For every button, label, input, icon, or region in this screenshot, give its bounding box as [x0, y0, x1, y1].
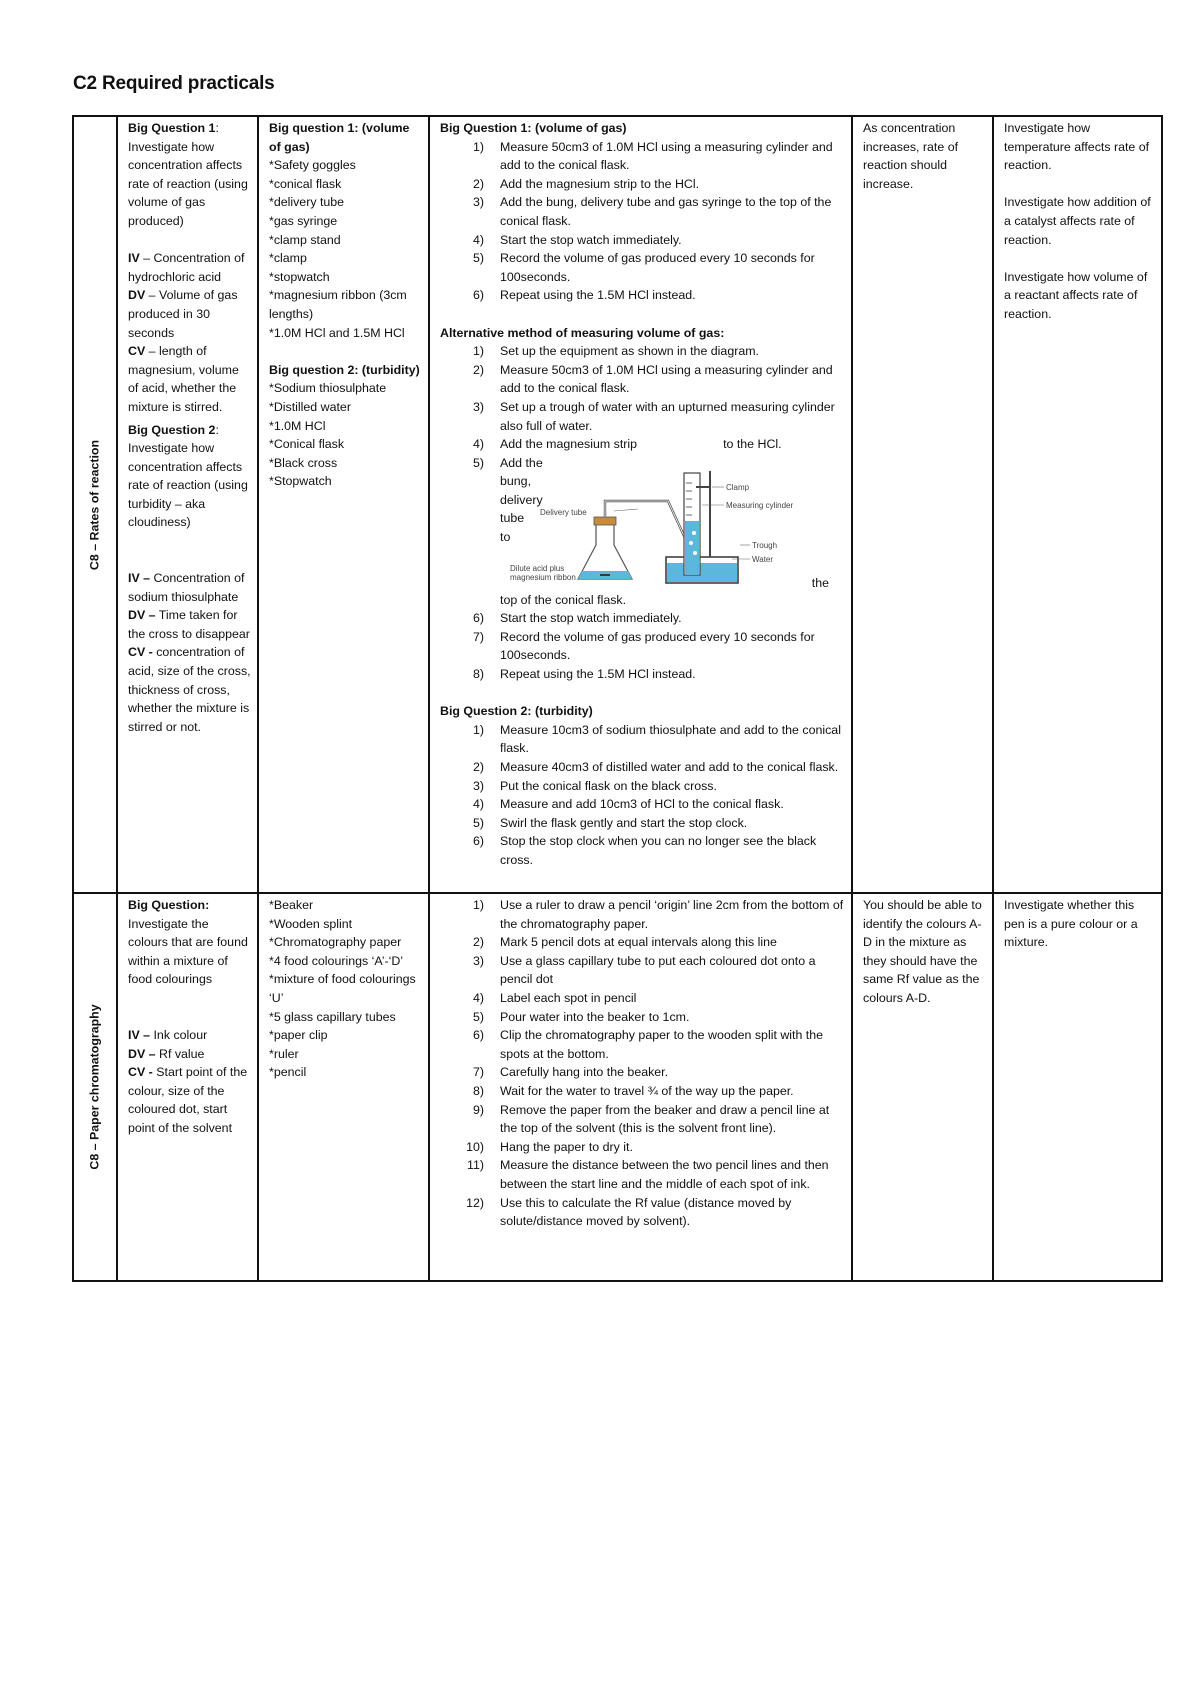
method-step	[440, 795, 845, 814]
step-number: 12)	[466, 1195, 484, 1210]
dv-label: DV –	[128, 1046, 156, 1061]
row-side-label: C8 – Paper chromatography	[87, 1004, 102, 1170]
step-text: Record the volume of gas produced every 10 seconds for 100seconds.	[500, 251, 815, 284]
hypothesis-cell	[852, 893, 993, 1281]
hypothesis-text: As concentration increases, rate of reaction should increase.	[863, 121, 959, 191]
method-step	[440, 454, 845, 610]
step-text: Start the stop watch immediately.	[500, 611, 682, 626]
step-number: 11)	[467, 1158, 484, 1173]
dv-line	[128, 286, 251, 342]
method-steps-2	[440, 721, 845, 870]
step-text: Set up a trough of water with an upturned measuring cylinder also full of water.	[500, 399, 835, 433]
hypothesis-text: You should be able to identify the colours A-D in the mixture as they should have the same Rf value as the colours A-D.	[863, 898, 982, 1005]
big-question-1-text: Investigate how concentration affects rate of reaction (using volume of gas produced)	[128, 139, 248, 228]
step-text: Repeat using the 1.5M HCl instead.	[500, 288, 696, 303]
step-text: Swirl the flask gently and start the stop clock.	[500, 815, 748, 830]
cv2-line	[128, 643, 251, 736]
method-step	[440, 832, 845, 869]
diagram-label-water: Water	[752, 554, 774, 564]
step-number: 5)	[472, 1009, 484, 1024]
step-word: the	[811, 575, 829, 590]
step-number: 5)	[472, 455, 484, 470]
equipment-item: *5 glass capillary tubes	[269, 1009, 396, 1024]
step-text: Record the volume of gas produced every 10 seconds for 100seconds.	[500, 629, 815, 663]
step-text: Mark 5 pencil dots at equal intervals along this line	[500, 935, 777, 950]
cv2-label: CV -	[128, 645, 153, 660]
equipment-item: *Black cross	[269, 455, 338, 470]
method-step	[440, 1194, 845, 1231]
row-side-label-cell	[73, 116, 117, 893]
method-step	[440, 896, 845, 933]
equipment-item: *1.0M HCl and 1.5M HCl	[269, 325, 405, 340]
method-step	[440, 1026, 845, 1063]
dv2-label: DV –	[128, 608, 156, 623]
dv2-text: Time taken for the cross to disappear	[128, 608, 250, 641]
colon: :	[215, 422, 219, 437]
step-number: 4)	[472, 990, 484, 1005]
step-word: tube	[500, 511, 525, 526]
method-step	[440, 1138, 845, 1157]
step-number: 3)	[472, 399, 484, 414]
step-text: Use a glass capillary tube to put each coloured dot onto a pencil dot	[500, 953, 816, 987]
cv-text: – length of magnesium, volume of acid, whether the mixture is stirred.	[128, 344, 239, 414]
equipment-item: *Distilled water	[269, 399, 351, 414]
step-text: Clip the chromatography paper to the wooden split with the spots at the bottom.	[500, 1028, 824, 1061]
method-step	[440, 952, 845, 989]
method-step	[440, 361, 845, 398]
step-number: 1)	[472, 722, 484, 737]
step-number: 3)	[472, 778, 484, 793]
equipment-item: *Beaker	[269, 898, 314, 912]
alt-method-steps	[440, 342, 845, 684]
alt-method-heading: Alternative method of measuring volume of gas:	[440, 325, 725, 340]
method-step	[440, 933, 845, 952]
method-step	[440, 814, 845, 833]
equipment-item: *mixture of food colourings ‘U’	[269, 972, 416, 1005]
row-side-label: C8 – Rates of reaction	[87, 439, 102, 570]
colon: :	[215, 121, 219, 135]
method-step	[440, 989, 845, 1008]
step-text: Add the magnesium strip to the HCl.	[500, 176, 700, 191]
equipment-item: *Chromatography paper	[269, 935, 402, 950]
method-steps	[440, 896, 845, 1231]
equipment-heading-2: Big question 2: (turbidity)	[269, 362, 420, 377]
method-step	[440, 435, 845, 454]
equipment-item: *Conical flask	[269, 437, 345, 452]
step-word: to	[500, 530, 511, 545]
step-text: Start the stop watch immediately.	[500, 232, 682, 247]
conical-flask-icon	[578, 517, 632, 579]
method-cell	[429, 116, 852, 893]
equipment-item: *pencil	[269, 1065, 307, 1080]
extension-item: Investigate how temperature affects rate of reaction.	[1004, 121, 1150, 173]
step-text	[500, 435, 845, 454]
step-text: Pour water into the beaker to 1cm.	[500, 1009, 690, 1024]
iv-line	[128, 249, 251, 286]
step-number: 1)	[472, 139, 484, 154]
dv2-line	[128, 606, 251, 643]
extension-item: Investigate whether this pen is a pure colour or a mixture.	[1004, 898, 1138, 950]
step-number: 8)	[472, 667, 484, 682]
cv-label: CV -	[128, 1065, 153, 1080]
table-row	[73, 116, 1162, 893]
step-number: 1)	[472, 898, 484, 912]
step-number: 6)	[472, 611, 484, 626]
step-text: Measure the distance between the two pencil lines and then between the start line and the middle of each spot of ink.	[500, 1158, 829, 1191]
equipment-cell	[258, 893, 429, 1281]
equipment-item: *magnesium ribbon (3cm lengths)	[269, 288, 407, 321]
step-number: 2)	[472, 935, 484, 950]
dv-text: Rf value	[155, 1046, 205, 1061]
method-step	[440, 609, 845, 628]
colon: :	[205, 898, 210, 912]
step-number: 3)	[472, 953, 484, 968]
equipment-item: *stopwatch	[269, 269, 330, 284]
trough-icon	[666, 557, 738, 583]
method-step	[440, 342, 845, 361]
method-step	[440, 1082, 845, 1101]
cv-text: Start point of the colour, size of the coloured dot, start point of the solvent	[128, 1065, 248, 1135]
method-step	[440, 193, 845, 230]
equipment-item: *clamp stand	[269, 232, 341, 247]
method-cell	[429, 893, 852, 1281]
big-question-1-title: Big Question 1	[128, 121, 216, 135]
step-text: Measure 40cm3 of distilled water and add to the conical flask.	[500, 760, 839, 774]
iv-text: – Concentration of hydrochloric acid	[128, 251, 245, 284]
method-step	[440, 286, 845, 305]
step-number: 4)	[472, 437, 484, 452]
method-steps-1	[440, 138, 845, 305]
step-text-end: top of the conical flask.	[500, 592, 627, 607]
big-question-text: Investigate the colours that are found within a mixture of food colourings	[128, 916, 248, 987]
step-text: Carefully hang into the beaker.	[500, 1065, 669, 1080]
step-text: Add the bung, delivery tube and gas syringe to the top of the conical flask.	[500, 195, 832, 228]
step-number: 1)	[472, 344, 484, 359]
method-step	[440, 1008, 845, 1027]
equipment-item: *gas syringe	[269, 213, 338, 228]
row-side-label-cell	[73, 893, 117, 1281]
equipment-item: *Wooden splint	[269, 916, 353, 931]
step-word: Add the bung,	[500, 455, 543, 489]
equipment-item: *delivery tube	[269, 195, 345, 210]
equipment-item: *Safety goggles	[269, 158, 356, 173]
step-number: 2)	[472, 176, 484, 191]
step-text: Stop the stop clock when you can no longer see the black cross.	[500, 834, 817, 867]
method-heading-2: Big Question 2: (turbidity)	[440, 704, 593, 719]
method-step	[440, 249, 845, 286]
step-text: Measure 50cm3 of 1.0M HCl using a measuring cylinder and add to the conical flask.	[500, 362, 833, 396]
hypothesis-cell	[852, 116, 993, 893]
step-text: Use this to calculate the Rf value (distance moved by solute/distance moved by solvent).	[500, 1195, 792, 1229]
extension-cell	[993, 893, 1162, 1281]
extension-item: Investigate how addition of a catalyst affects rate of reaction.	[1004, 195, 1151, 247]
diagram-label-clamp: Clamp	[726, 482, 750, 492]
method-step	[440, 1156, 845, 1193]
step-number: 2)	[472, 362, 484, 377]
method-step	[440, 231, 845, 250]
iv-label: IV	[128, 251, 140, 266]
measuring-cylinder-icon	[684, 473, 700, 575]
method-step	[440, 721, 845, 758]
cv-label: CV	[128, 344, 146, 359]
step-text: Hang the paper to dry it.	[500, 1139, 633, 1154]
step-text: Use a ruler to draw a pencil ‘origin’ line 2cm from the bottom of the chromatography paper.	[500, 898, 844, 931]
step-number: 5)	[472, 251, 484, 266]
diagram-label-acid-2: magnesium ribbon	[510, 572, 576, 582]
big-question-cell	[117, 116, 258, 893]
equipment-item: *clamp	[269, 251, 307, 266]
step-text: Put the conical flask on the black cross.	[500, 778, 717, 793]
diagram-label-acid-1: Dilute acid plus	[510, 563, 565, 573]
equipment-item: *Sodium thiosulphate	[269, 381, 387, 396]
iv-text: Ink colour	[150, 1027, 208, 1042]
cv-line	[128, 342, 251, 416]
equipment-item: *1.0M HCl	[269, 418, 326, 433]
step-number: 7)	[472, 629, 484, 644]
step-word: delivery	[500, 492, 543, 507]
equipment-heading-1: Big question 1: (volume of gas)	[269, 121, 410, 154]
iv2-text: Concentration of sodium thiosulphate	[128, 571, 245, 604]
step-number: 9)	[472, 1102, 484, 1117]
step-text: Label each spot in pencil	[500, 990, 637, 1005]
table-row	[73, 893, 1162, 1281]
big-question-title: Big Question	[128, 898, 206, 912]
step-number: 10)	[466, 1139, 484, 1154]
method-step	[440, 1101, 845, 1138]
equipment-item: *paper clip	[269, 1028, 328, 1043]
method-heading-1: Big Question 1: (volume of gas)	[440, 121, 627, 135]
step-text: Repeat using the 1.5M HCl instead.	[500, 667, 696, 682]
step-text-part: Add the magnesium strip	[500, 437, 638, 452]
equipment-item: *conical flask	[269, 176, 342, 191]
diagram-label-delivery-tube: Delivery tube	[540, 507, 587, 517]
step-number: 4)	[472, 797, 484, 812]
step-number: 6)	[472, 834, 484, 849]
iv-label: IV –	[128, 1027, 151, 1042]
step-text: Wait for the water to travel ¾ of the way up the paper.	[500, 1083, 794, 1098]
diagram-label-trough: Trough	[752, 540, 778, 550]
big-question-cell	[117, 893, 258, 1281]
equipment-item: *4 food colourings ‘A’-‘D’	[269, 953, 404, 968]
big-question-2-title: Big Question 2	[128, 422, 216, 437]
big-question-2-text: Investigate how concentration affects rate of reaction (using turbidity – aka cloudiness)	[128, 441, 248, 530]
practicals-table	[72, 115, 1163, 1282]
iv2-line	[128, 569, 251, 606]
step-text: Remove the paper from the beaker and draw a pencil line at the top of the solvent (this is the solvent front line).	[500, 1102, 830, 1136]
method-step	[440, 398, 845, 435]
step-number: 3)	[472, 195, 484, 210]
step-number: 5)	[472, 815, 484, 830]
method-step	[440, 1063, 845, 1082]
step-number: 7)	[472, 1065, 484, 1080]
dv-label: DV	[128, 288, 146, 303]
step-text-part: to the HCl.	[723, 437, 782, 452]
equipment-cell	[258, 116, 429, 893]
page-title: C2 Required practicals	[73, 73, 275, 94]
cv-line	[128, 1063, 251, 1137]
dv-line	[128, 1045, 251, 1064]
dv-text: – Volume of gas produced in 30 seconds	[128, 288, 238, 340]
method-step	[440, 758, 845, 777]
extension-item: Investigate how volume of a reactant affects rate of reaction.	[1004, 269, 1148, 321]
diagram-label-measuring-cylinder: Measuring cylinder	[726, 500, 794, 510]
iv2-label: IV –	[128, 571, 151, 586]
step-text: Set up the equipment as shown in the diagram.	[500, 344, 759, 359]
method-step	[440, 628, 845, 665]
extension-cell	[993, 116, 1162, 893]
method-step	[440, 665, 845, 684]
step-text: Measure 10cm3 of sodium thiosulphate and add to the conical flask.	[500, 722, 841, 756]
equipment-item: *Stopwatch	[269, 474, 332, 489]
step-number: 6)	[472, 1028, 484, 1043]
iv-line	[128, 1026, 251, 1045]
method-step	[440, 777, 845, 796]
step-text	[500, 454, 845, 610]
step-number: 2)	[472, 760, 484, 774]
method-step	[440, 175, 845, 194]
cv2-text: concentration of acid, size of the cross, thickness of cross, whether the mixture is stirred or not.	[128, 645, 251, 734]
step-number: 4)	[472, 232, 484, 247]
step-number: 8)	[472, 1083, 484, 1098]
method-step	[440, 138, 845, 175]
step-text: Measure and add 10cm3 of HCl to the conical flask.	[500, 797, 784, 812]
equipment-item: *ruler	[269, 1046, 299, 1061]
step-number: 6)	[472, 288, 484, 303]
step-text: Measure 50cm3 of 1.0M HCl using a measuring cylinder and add to the conical flask.	[500, 139, 833, 173]
